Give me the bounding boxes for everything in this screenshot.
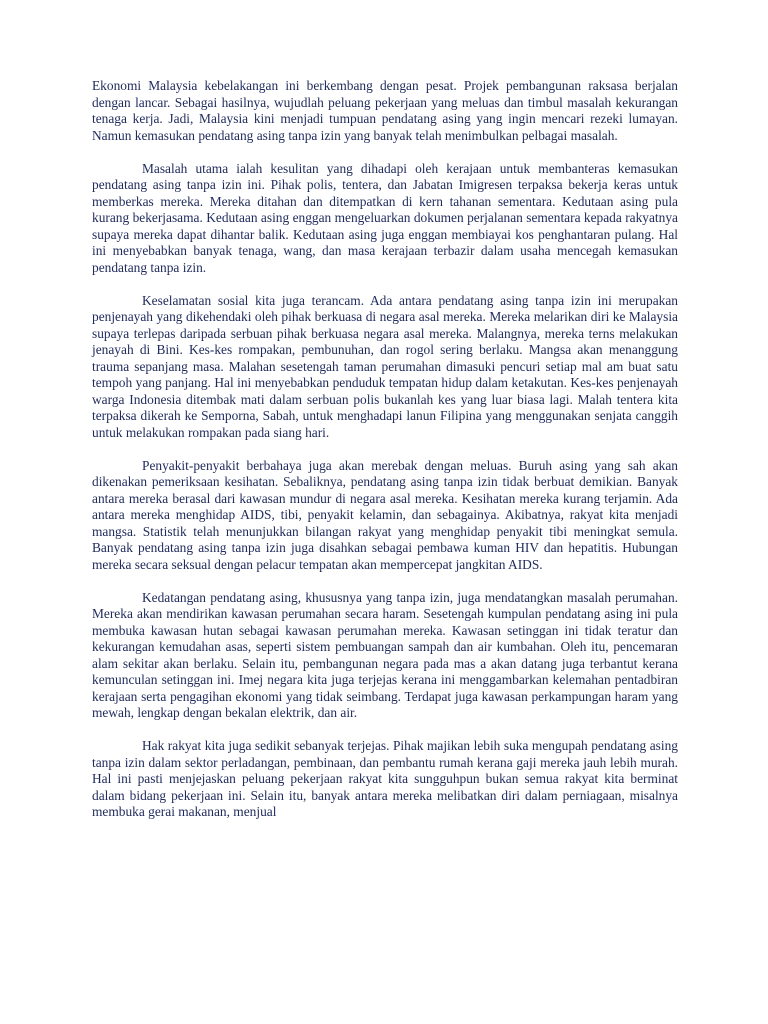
paragraph-citizen-rights: Hak rakyat kita juga sedikit sebanyak terjejas. Pihak majikan lebih suka mengupah pendatang asing tanpa izin dalam sektor perladangan, pembinaan, dan pembantu rumah kerana gaji mereka jauh lebih murah. Hal ini pasti menjejaskan peluang pekerjaan rakyat kita sungguhpun bukan semua rakyat kita berminat dalam bidang pekerjaan ini. Selain itu, banyak antara mereka melibatkan diri dalam perniagaan, misalnya membuka gerai makanan, menjual (92, 738, 678, 819)
paragraph-social-security: Keselamatan sosial kita juga terancam. Ada antara pendatang asing tanpa izin ini merupakan penjenayah yang dikehendaki oleh pihak berkuasa di negara asal mereka. Mereka melarikan diri ke Malaysia supaya terlepas daripada serbuan pihak berkuasa negara asal mereka. Malangnya, mereka terns melakukan jenayah di Bini. Kes-kes rompakan, pembunuhan, dan rogol sering berlaku. Mangsa akan menanggung trauma sepanjang masa. Malahan sesetengah taman perumahan dimasuki pencuri setiap mal am buat satu tempoh yang panjang. Hal ini menyebabkan penduduk tempatan hidup dalam ketakutan. Kes-kes penjenayah warga Indonesia ditembak mati dalam serbuan polis bukanlah kes yang luar biasa lagi. Malah tentera kita terpaksa dikerah ke Semporna, Sabah, untuk menghadapi lanun Filipina yang menggunakan senjata canggih untuk melakukan rompakan pada siang hari. (92, 292, 678, 440)
paragraph-government-difficulty: Masalah utama ialah kesulitan yang dihadapi oleh kerajaan untuk membanteras kemasukan pendatang asing tanpa izin ini. Pihak polis, tentera, dan Jabatan Imigresen terpaksa bekerja keras untuk memberkas mereka. Mereka ditahan dan ditempatkan di kern tahanan sementara. Kedutaan asing pula kurang bekerjasama. Kedutaan asing enggan mengeluarkan dokumen perjalanan sementara kepada rakyatnya supaya mereka dapat dihantar balik. Kedutaan asing juga enggan membiayai kos penghantaran pulang. Hal ini menyebabkan banyak tenaga, wang, dan masa kerajaan terbazir dalam usaha mencegah kemasukan pendatang tanpa izin. (92, 160, 678, 275)
paragraph-intro: Ekonomi Malaysia kebelakangan ini berkembang dengan pesat. Projek pembangunan raksasa berjalan dengan lancar. Sebagai hasilnya, wujudlah peluang pekerjaan yang meluas dan timbul masalah kekurangan tenaga kerja. Jadi, Malaysia kini menjadi tumpuan pendatang asing yang ingin mencari rezeki lumayan. Namun kemasukan pendatang asing tanpa izin yang banyak telah menimbulkan pelbagai masalah. (92, 78, 678, 143)
paragraph-housing: Kedatangan pendatang asing, khususnya yang tanpa izin, juga mendatangkan masalah perumahan. Mereka akan mendirikan kawasan perumahan secara haram. Sesetengah kumpulan pendatang asing ini pula membuka kawasan hutan sebagai kawasan perumahan mereka. Kawasan setinggan ini tidak teratur dan kekurangan kemudahan asas, seperti sistem pembuangan sampah dan air kumbahan. Oleh itu, pencemaran alam sekitar akan berlaku. Selain itu, pembangunan negara pada mas a akan datang juga terbantut kerana kemunculan setinggan ini. Imej negara kita juga terjejas kerana ini menggambarkan kelemahan pentadbiran kerajaan serta pengagihan ekonomi yang tidak seimbang. Terdapat juga kawasan perkampungan haram yang mewah, lengkap dengan bekalan elektrik, dan air. (92, 589, 678, 720)
paragraph-disease: Penyakit-penyakit berbahaya juga akan merebak dengan meluas. Buruh asing yang sah akan dikenakan pemeriksaan kesihatan. Sebaliknya, pendatang asing tanpa izin tidak berbuat demikian. Banyak antara mereka berasal dari kawasan mundur di negara asal mereka. Kesihatan mereka kurang terjamin. Ada antara mereka menghidap AIDS, tibi, penyakit kelamin, dan sebagainya. Akibatnya, rakyat kita menjadi mangsa. Statistik telah menunjukkan bilangan rakyat yang menghidap penyakit tibi meningkat semula. Banyak pendatang asing tanpa izin juga disahkan sebagai pembawa kuman HIV dan hepatitis. Hubungan mereka secara seksual dengan pelacur tempatan akan mempercepat jangkitan AIDS. (92, 457, 678, 572)
